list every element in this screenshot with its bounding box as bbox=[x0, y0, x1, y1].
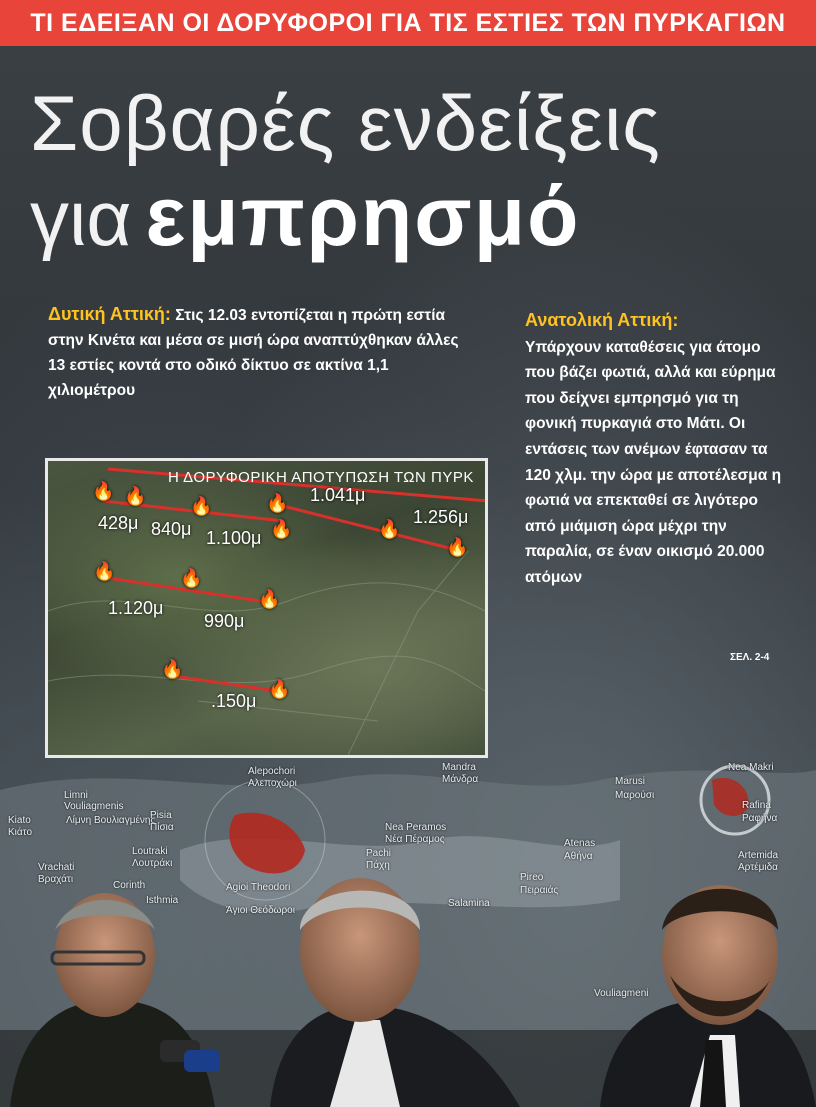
map-label: Artemida bbox=[738, 850, 779, 861]
distance-label: 840μ bbox=[151, 519, 192, 539]
lead-east-text: Υπάρχουν καταθέσεις για άτομο που βάζει φωτιά, αλλά και εύρημα που δείχνει εμπρησμό για τη φονική πυρκαγιά στο Μάτι. Οι εντάσεις των ανέμων έφτασαν τα 120 χλμ. την ώρα με αποτέλεσμα η φωτιά να επεκταθεί σε λιγότερο από μιάμιση ώρα μέχρι την παραλία, σε έναν οικισμό 20.000 ατόμων bbox=[525, 338, 782, 586]
map-label: Λίμνη Βουλιαγμένης bbox=[66, 815, 156, 826]
headline-line-1: Σοβαρές ενδείξεις bbox=[30, 79, 661, 167]
page-reference: ΣΕΛ. 2-4 bbox=[730, 652, 770, 663]
flame-icon: 🔥 bbox=[268, 679, 291, 699]
flame-icon: 🔥 bbox=[93, 561, 116, 581]
map-label: Μάνδρα bbox=[442, 774, 479, 785]
lead-west-label: Δυτική Αττική: bbox=[48, 304, 171, 324]
map-label: Πειραιάς bbox=[520, 885, 559, 896]
map-label: Nea Peramos bbox=[385, 822, 447, 833]
map-label: Loutraki bbox=[132, 846, 168, 857]
headline-light-word: για bbox=[30, 174, 132, 262]
map-label: Νέα Πέραμος bbox=[385, 834, 445, 845]
map-label: Βραχάτι bbox=[38, 874, 74, 885]
map-label: Άγιοι Θεόδωροι bbox=[226, 905, 295, 916]
map-label: Corinth bbox=[113, 880, 146, 891]
map-label: Rafina bbox=[742, 800, 771, 811]
distance-label: .150μ bbox=[211, 691, 257, 711]
distance-label: 428μ bbox=[98, 513, 139, 533]
satellite-title: Η ΔΟΡΥΦΟΡΙΚΗ ΑΠΟΤΥΠΩΣΗ ΤΩΝ ΠΥΡΚ bbox=[168, 469, 474, 486]
flame-icon: 🔥 bbox=[378, 519, 401, 539]
map-label: Ραφήνα bbox=[742, 813, 778, 824]
map-label: Limni Vouliagmenis bbox=[64, 790, 124, 812]
flame-icon: 🔥 bbox=[446, 537, 469, 557]
map-label: Salamina bbox=[448, 898, 490, 909]
distance-label: 1.120μ bbox=[108, 598, 164, 618]
map-label: Nea Makri bbox=[728, 762, 774, 773]
flame-icon: 🔥 bbox=[180, 568, 203, 588]
flame-icon: 🔥 bbox=[266, 493, 289, 513]
map-label: Κιάτο bbox=[8, 827, 33, 838]
lead-east-label: Ανατολική Αττική: bbox=[525, 310, 679, 330]
map-label: Αθήνα bbox=[564, 851, 593, 862]
map-label: Alepochori bbox=[248, 766, 296, 777]
map-label: Μαρούσι bbox=[615, 790, 655, 801]
map-label: Αλεποχώρι bbox=[248, 778, 297, 789]
flame-icon: 🔥 bbox=[270, 519, 293, 539]
map-label: Αρτέμιδα bbox=[738, 862, 778, 873]
flame-icon: 🔥 bbox=[258, 589, 281, 609]
distance-label: 1.100μ bbox=[206, 528, 262, 548]
press-conference-photo bbox=[0, 870, 816, 1107]
satellite-inset bbox=[45, 458, 488, 758]
flame-icon: 🔥 bbox=[161, 659, 184, 679]
distance-label: 1.256μ bbox=[413, 507, 469, 527]
map-label: Pireo bbox=[520, 872, 544, 883]
map-label: Kiato bbox=[8, 815, 31, 826]
distance-label: 990μ bbox=[204, 611, 245, 631]
kicker-banner: ΤΙ ΕΔΕΙΞΑΝ ΟΙ ΔΟΡΥΦΟΡΟΙ ΓΙΑ ΤΙΣ ΕΣΤΙΕΣ ΤΩΝ ΠΥΡΚΑΓΙΩΝ bbox=[0, 0, 816, 46]
distance-label: 1.041μ bbox=[310, 485, 366, 505]
lead-west-text: Στις 12.03 εντοπίζεται η πρώτη εστία στην Κινέτα και μέσα σε μισή ώρα αναπτύχθηκαν άλλες 13 εστίες κοντά στο οδικό δίκτυο σε ακτίνα 1,1 χιλιομέτρου bbox=[48, 307, 459, 399]
map-label: Πάχη bbox=[366, 860, 390, 871]
headline-bold-word: εμπρησμό bbox=[145, 169, 581, 263]
map-label: Πίσια bbox=[150, 822, 174, 833]
map-label: Pisia bbox=[150, 810, 172, 821]
map-label: Vouliagmeni bbox=[594, 988, 649, 999]
flame-icon: 🔥 bbox=[92, 481, 115, 501]
map-label: Atenas bbox=[564, 838, 596, 849]
flame-icon: 🔥 bbox=[190, 496, 213, 516]
flame-icon: 🔥 bbox=[124, 486, 147, 506]
map-label: Pachi bbox=[366, 848, 392, 859]
map-label: Vrachati bbox=[38, 862, 75, 873]
map-label: Λουτράκι bbox=[132, 858, 173, 869]
map-label: Mandra bbox=[442, 762, 476, 773]
map-label: Agioi Theodori bbox=[226, 882, 291, 893]
map-label: Isthmia bbox=[146, 895, 179, 906]
map-label: Marusi bbox=[615, 776, 646, 787]
